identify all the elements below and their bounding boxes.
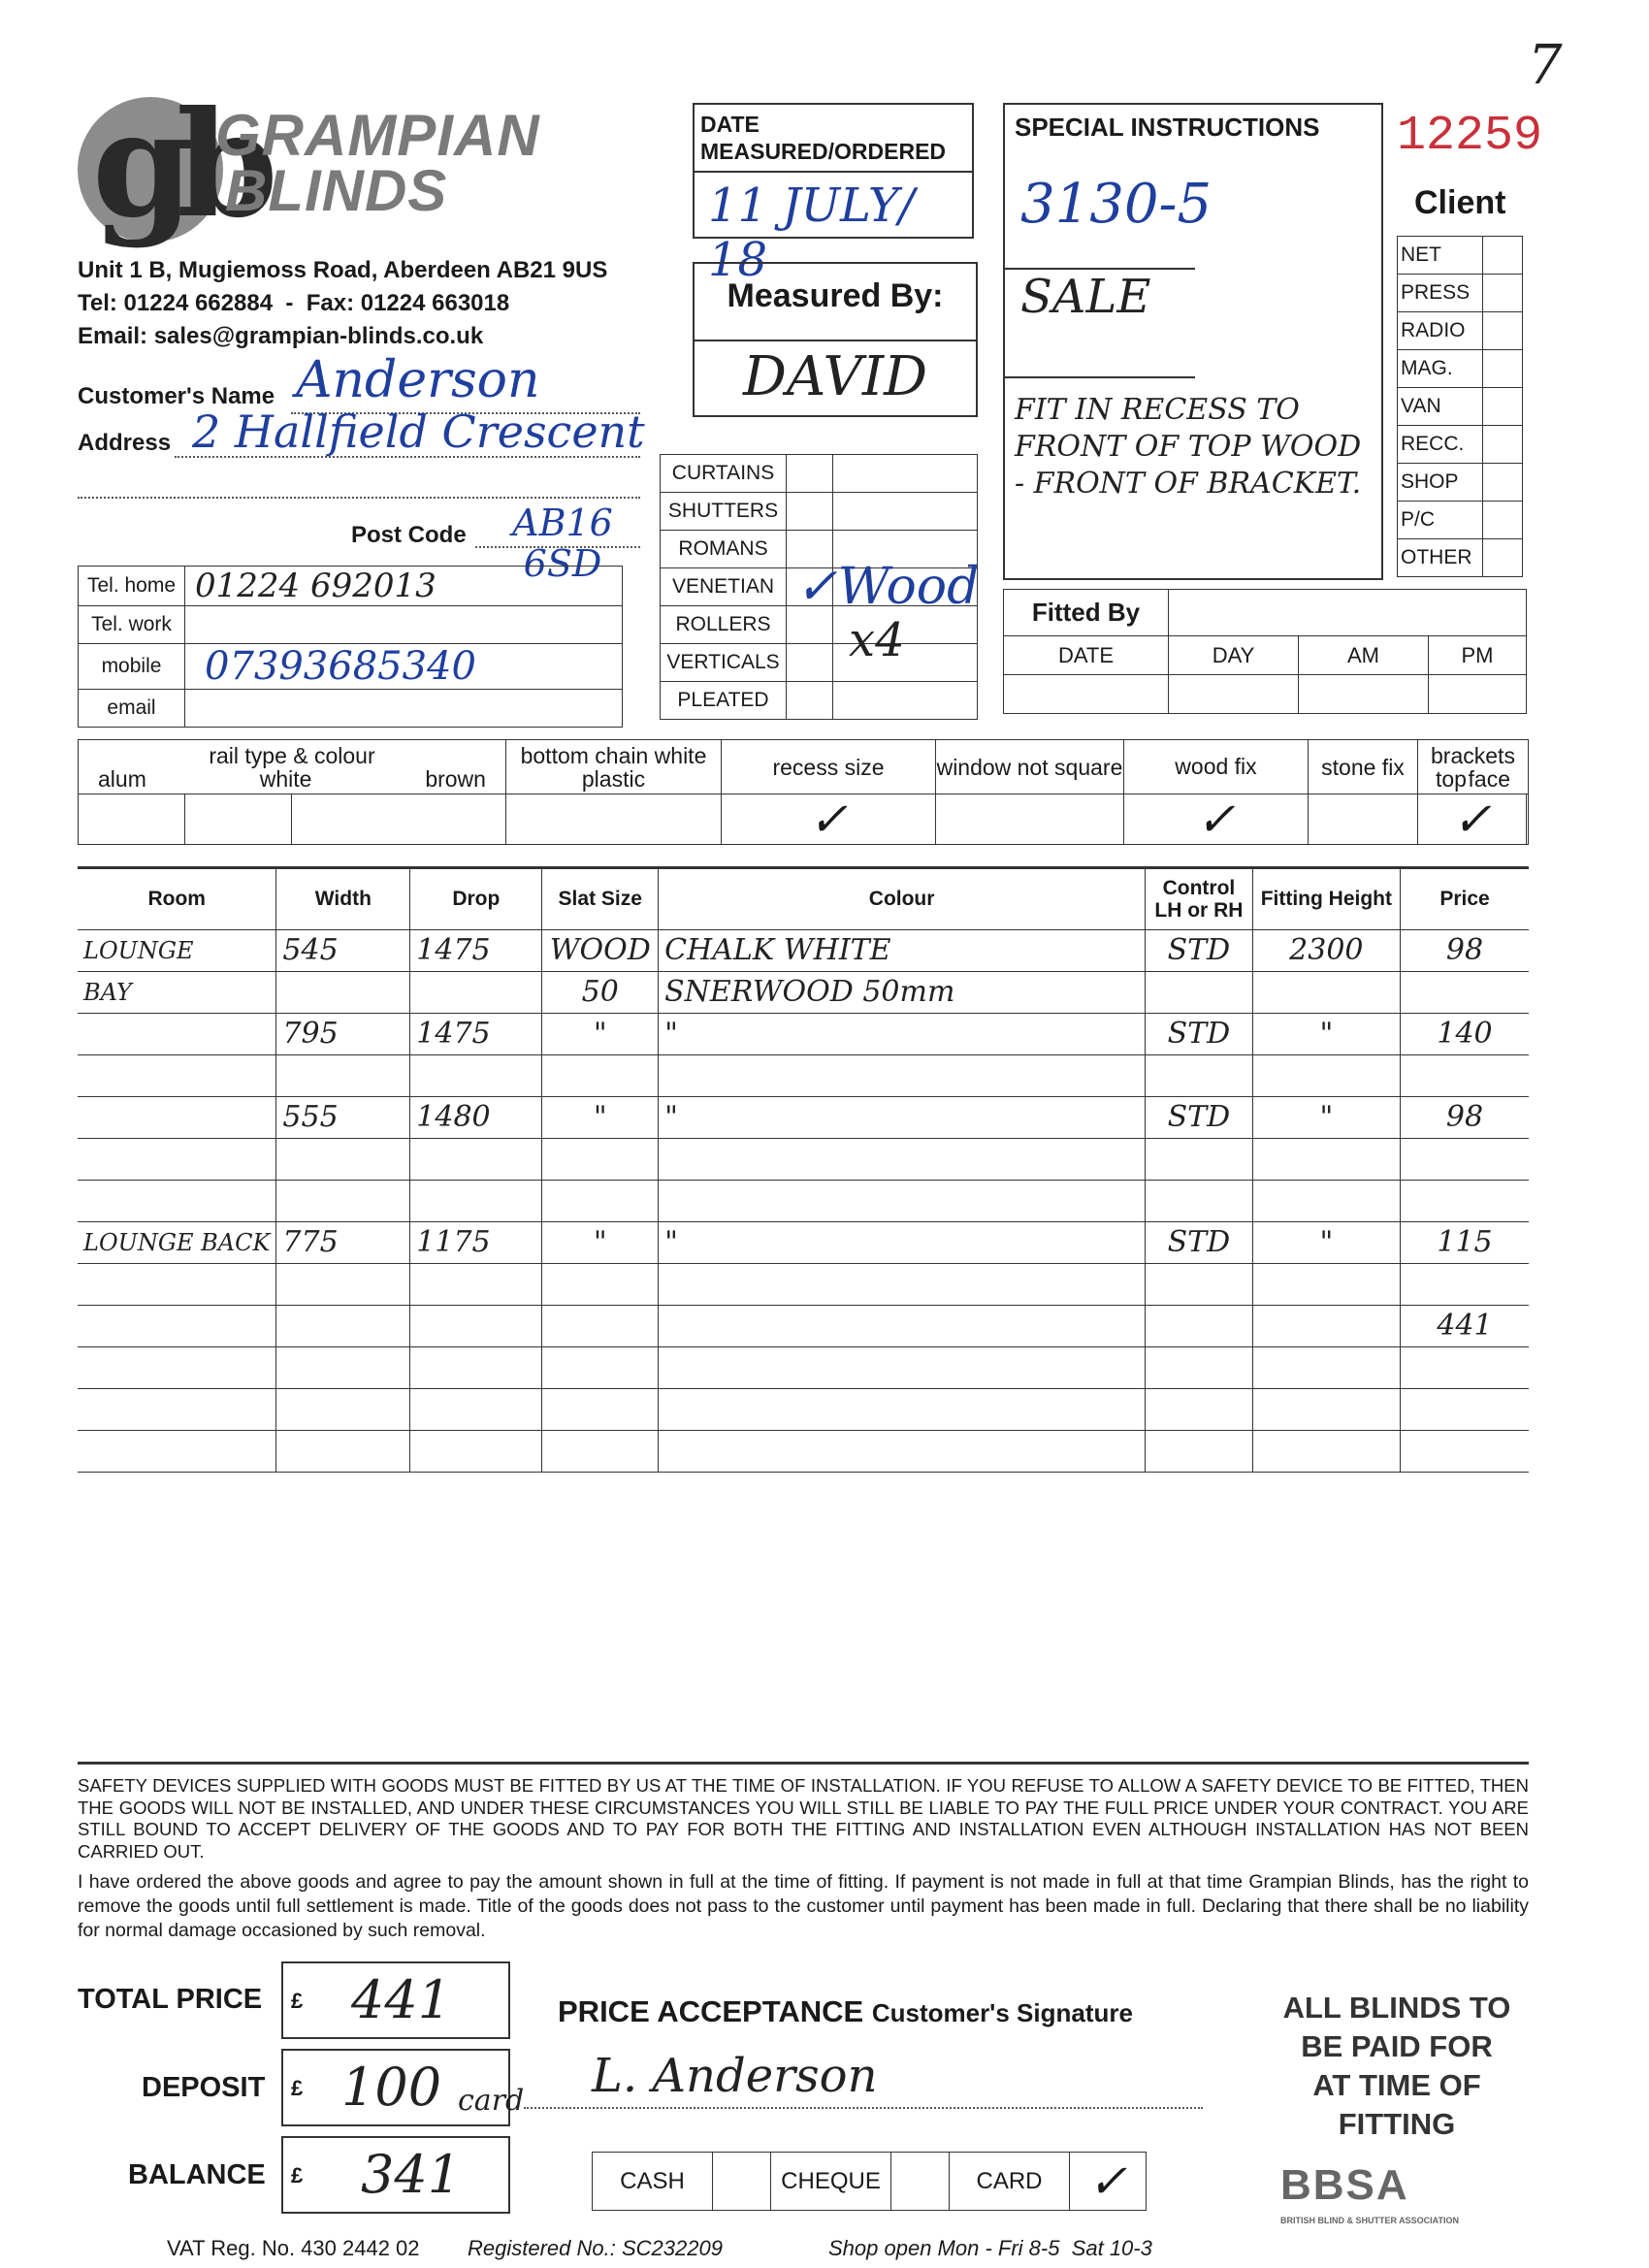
client-source: OTHER bbox=[1398, 539, 1483, 577]
currency-symbol: £ bbox=[291, 1989, 304, 2013]
cell-room[interactable]: BAY bbox=[78, 971, 276, 1013]
safety-terms: SAFETY DEVICES SUPPLIED WITH GOODS MUST BE FITTED BY US AT THE TIME OF INSTALLATION. IF YOU REFUSE TO ALLOW A SAFETY DEVICE TO BE FITTED, THEN THE GOODS WILL NOT BE INSTALLED, AND UNDER THESE CIRCUMSTANCES YOU WILL STILL BE LIABLE TO PAY THE FULL PRICE UNDER YOUR CONTRACT. YOU ARE STILL BOUND TO ACCEPT DELIVERY OF THE GOODS AND TO PAY FOR BOTH THE FITTING AND INSTALLATION EVEN ALTHOUGH INSTALLATION HAS NOT BEEN CARRIED OUT. bbox=[78, 1775, 1529, 1862]
option-brackets-label: brackets bbox=[1431, 742, 1515, 768]
cell-control[interactable] bbox=[1146, 1263, 1253, 1305]
cell-fitting-height[interactable] bbox=[1252, 1430, 1400, 1472]
cell-drop[interactable] bbox=[410, 1346, 542, 1388]
cell-width[interactable] bbox=[276, 1305, 410, 1346]
option-brown: brown bbox=[425, 765, 486, 792]
check-stone-fix[interactable] bbox=[1308, 794, 1417, 845]
cell-drop[interactable] bbox=[410, 1054, 542, 1096]
cell-price[interactable] bbox=[1401, 1138, 1529, 1180]
cell-colour[interactable] bbox=[659, 1346, 1146, 1388]
cell-drop[interactable]: 1475 bbox=[410, 1013, 542, 1054]
cell-control[interactable]: STD bbox=[1146, 1096, 1253, 1138]
client-source: VAN bbox=[1398, 388, 1483, 426]
customer-name-label: Customer's Name bbox=[78, 383, 275, 409]
col-width: Width bbox=[276, 869, 410, 929]
product-check[interactable] bbox=[787, 682, 833, 720]
col-colour: Colour bbox=[659, 869, 1146, 929]
cell-slat-size[interactable] bbox=[542, 1388, 659, 1430]
product-pleated: PLEATED bbox=[661, 682, 787, 720]
cell-slat-size[interactable] bbox=[542, 1346, 659, 1388]
client-source-table bbox=[1397, 236, 1523, 577]
table-row bbox=[78, 1430, 1529, 1472]
order-table bbox=[78, 869, 1529, 1473]
cell-colour[interactable]: CHALK WHITE bbox=[659, 929, 1146, 971]
logo-letters: gb bbox=[92, 80, 261, 250]
notice-line: BE PAID FOR bbox=[1301, 2029, 1493, 2063]
cell-room[interactable] bbox=[78, 1013, 276, 1054]
table-row bbox=[78, 1054, 1529, 1096]
table-row bbox=[78, 1096, 1529, 1138]
option-wood-fix: wood fix bbox=[1123, 740, 1308, 794]
client-check[interactable] bbox=[1483, 539, 1523, 577]
payment-cheque-label: CHEQUE bbox=[771, 2153, 891, 2211]
option-rail-label: rail type & colour bbox=[209, 742, 375, 768]
cell-fitting-height[interactable] bbox=[1252, 971, 1400, 1013]
cell-fitting-height[interactable] bbox=[1252, 1305, 1400, 1346]
cell-colour[interactable] bbox=[659, 1138, 1146, 1180]
cell-fitting-height[interactable] bbox=[1252, 1180, 1400, 1221]
cell-width[interactable] bbox=[276, 1430, 410, 1472]
phone-label: Tel. work bbox=[79, 606, 185, 644]
check-chain[interactable] bbox=[505, 794, 721, 845]
cell-room[interactable]: LOUNGE bbox=[78, 929, 276, 971]
phone-table bbox=[78, 566, 623, 728]
cell-price[interactable] bbox=[1401, 971, 1529, 1013]
postcode-value[interactable]: AB16 6SD bbox=[512, 502, 613, 585]
company-phones: Tel: 01224 662884 - Fax: 01224 663018 bbox=[78, 290, 510, 316]
client-check[interactable] bbox=[1483, 350, 1523, 388]
client-check[interactable] bbox=[1483, 237, 1523, 275]
cell-slat-size[interactable] bbox=[542, 1430, 659, 1472]
cell-drop[interactable] bbox=[410, 1180, 542, 1221]
cell-fitting-height[interactable]: " bbox=[1252, 1221, 1400, 1263]
balance-box bbox=[281, 2136, 510, 2214]
cell-colour[interactable] bbox=[659, 1430, 1146, 1472]
footer-hours: Shop open Mon - Fri 8-5 Sat 10-3 bbox=[828, 2236, 1152, 2260]
cell-fitting-height[interactable] bbox=[1252, 1138, 1400, 1180]
bbsa-logo bbox=[1280, 2161, 1409, 2210]
cell-control[interactable] bbox=[1146, 1346, 1253, 1388]
customer-address-value[interactable]: 2 Hallfield Crescent bbox=[192, 405, 645, 458]
cell-slat-size[interactable]: WOOD bbox=[542, 929, 659, 971]
cell-room[interactable] bbox=[78, 1096, 276, 1138]
cell-control[interactable] bbox=[1146, 1305, 1253, 1346]
cell-drop[interactable] bbox=[410, 1430, 542, 1472]
cell-drop[interactable]: 1480 bbox=[410, 1096, 542, 1138]
cell-slat-size[interactable] bbox=[542, 1180, 659, 1221]
acceptance-subtitle: Customer's Signature bbox=[871, 1998, 1133, 2027]
cell-width[interactable]: 555 bbox=[276, 1096, 410, 1138]
footer-registered: Registered No.: SC232209 bbox=[468, 2236, 723, 2260]
cell-slat-size[interactable]: " bbox=[542, 1221, 659, 1263]
cell-width[interactable] bbox=[276, 1138, 410, 1180]
option-bottom-chain: bottom chain white plastic bbox=[505, 740, 721, 794]
table-row bbox=[78, 1221, 1529, 1263]
cell-control[interactable] bbox=[1146, 1054, 1253, 1096]
cell-price[interactable] bbox=[1401, 1180, 1529, 1221]
options-table bbox=[78, 739, 1529, 845]
order-table-bottom-rule bbox=[78, 1762, 1529, 1765]
cell-control[interactable] bbox=[1146, 1388, 1253, 1430]
cell-colour[interactable] bbox=[659, 1180, 1146, 1221]
client-label: Client bbox=[1414, 184, 1506, 221]
client-source: RECC. bbox=[1398, 426, 1483, 464]
cell-fitting-height[interactable]: " bbox=[1252, 1096, 1400, 1138]
cell-slat-size[interactable] bbox=[542, 1305, 659, 1346]
col-room: Room bbox=[78, 869, 276, 929]
check-brown[interactable] bbox=[292, 794, 506, 845]
fitted-by-table bbox=[1003, 589, 1527, 714]
company-address: Unit 1 B, Mugiemoss Road, Aberdeen AB21 9US bbox=[78, 257, 608, 283]
acceptance-title bbox=[558, 1994, 1133, 2029]
total-box bbox=[281, 1961, 510, 2039]
total-value[interactable]: 441 bbox=[351, 1969, 452, 2030]
notice-line: AT TIME OF bbox=[1312, 2068, 1481, 2102]
cell-width[interactable]: 545 bbox=[276, 929, 410, 971]
table-row bbox=[78, 1388, 1529, 1430]
cell-room[interactable] bbox=[78, 1388, 276, 1430]
table-row bbox=[78, 971, 1529, 1013]
date-value[interactable]: 11 JULY/ 18 bbox=[708, 178, 915, 287]
cell-control[interactable]: STD bbox=[1146, 929, 1253, 971]
cell-room[interactable] bbox=[78, 1263, 276, 1305]
special-rule2 bbox=[1005, 376, 1195, 378]
signature-line bbox=[524, 2107, 1203, 2109]
fitted-day-value[interactable] bbox=[1169, 675, 1299, 714]
company-name-line1: GRAMPIAN bbox=[215, 103, 540, 168]
fitted-col-am: AM bbox=[1299, 636, 1429, 675]
cell-colour[interactable]: " bbox=[659, 1013, 1146, 1054]
cell-colour[interactable] bbox=[659, 1388, 1146, 1430]
cell-control[interactable] bbox=[1146, 1138, 1253, 1180]
company-logo bbox=[78, 80, 261, 250]
col-drop: Drop bbox=[410, 869, 542, 929]
acceptance-title-text: PRICE ACCEPTANCE bbox=[558, 1994, 864, 2028]
measured-divider bbox=[695, 340, 976, 341]
check-window[interactable] bbox=[935, 794, 1123, 845]
cell-colour[interactable]: " bbox=[659, 1221, 1146, 1263]
product-romans: ROMANS bbox=[661, 531, 787, 568]
cell-room[interactable] bbox=[78, 1054, 276, 1096]
cell-width[interactable] bbox=[276, 1263, 410, 1305]
cell-price[interactable]: 98 bbox=[1401, 929, 1529, 971]
col-slat-size: Slat Size bbox=[542, 869, 659, 929]
cell-slat-size[interactable] bbox=[542, 1263, 659, 1305]
product-venetian: VENETIAN bbox=[661, 568, 787, 606]
phone-home-value[interactable]: 01224 692013 bbox=[185, 567, 623, 606]
cell-drop[interactable] bbox=[410, 971, 542, 1013]
check-bracket-top[interactable]: ✓ bbox=[1417, 794, 1526, 845]
currency-symbol: £ bbox=[291, 2163, 304, 2187]
table-row bbox=[78, 1305, 1529, 1346]
option-white: white bbox=[259, 765, 312, 792]
product-check[interactable] bbox=[787, 455, 833, 493]
cell-room[interactable] bbox=[78, 1430, 276, 1472]
cell-room[interactable] bbox=[78, 1346, 276, 1388]
option-brackets bbox=[1417, 740, 1528, 794]
check-bracket-face[interactable] bbox=[1526, 794, 1528, 845]
cell-fitting-height[interactable]: 2300 bbox=[1252, 929, 1400, 971]
postcode-label: Post Code bbox=[351, 522, 467, 548]
check-recess[interactable]: ✓ bbox=[721, 794, 935, 845]
measured-by-value[interactable]: DAVID bbox=[742, 345, 927, 408]
client-check[interactable] bbox=[1483, 275, 1523, 312]
venetian-note: ✓Wood bbox=[795, 558, 980, 616]
company-email: Email: sales@grampian-blinds.co.uk bbox=[78, 323, 484, 349]
cell-colour[interactable] bbox=[659, 1305, 1146, 1346]
measured-by-box bbox=[693, 262, 978, 417]
cell-room[interactable]: LOUNGE BACK bbox=[78, 1221, 276, 1263]
cell-fitting-height[interactable] bbox=[1252, 1388, 1400, 1430]
cell-control[interactable]: STD bbox=[1146, 1013, 1253, 1054]
cell-fitting-height[interactable] bbox=[1252, 1054, 1400, 1096]
option-face: face bbox=[1468, 765, 1510, 792]
product-shutters: SHUTTERS bbox=[661, 493, 787, 531]
client-source: PRESS bbox=[1398, 275, 1483, 312]
balance-label: BALANCE bbox=[128, 2159, 266, 2190]
special-note[interactable]: FIT IN RECESS TO FRONT OF TOP WOOD - FRONT OF BRACKET. bbox=[1015, 393, 1362, 501]
deposit-label: DEPOSIT bbox=[142, 2072, 266, 2103]
date-divider bbox=[695, 171, 972, 173]
measured-by-label: Measured By: bbox=[727, 277, 944, 314]
cell-drop[interactable] bbox=[410, 1388, 542, 1430]
cell-colour[interactable] bbox=[659, 1263, 1146, 1305]
client-source: NET bbox=[1398, 237, 1483, 275]
fitted-date-value[interactable] bbox=[1004, 675, 1169, 714]
fitted-by-value[interactable] bbox=[1169, 590, 1527, 636]
cell-drop[interactable] bbox=[410, 1138, 542, 1180]
cell-width[interactable] bbox=[276, 971, 410, 1013]
customer-signature[interactable]: L. Anderson bbox=[592, 2049, 878, 2103]
cell-price[interactable] bbox=[1401, 1388, 1529, 1430]
balance-value[interactable]: 341 bbox=[361, 2144, 462, 2205]
cell-drop[interactable] bbox=[410, 1305, 542, 1346]
client-check[interactable] bbox=[1483, 426, 1523, 464]
special-label: SPECIAL INSTRUCTIONS bbox=[1015, 113, 1320, 142]
payment-cheque-check[interactable] bbox=[891, 2153, 950, 2211]
cell-width[interactable] bbox=[276, 1346, 410, 1388]
option-stone-fix: stone fix bbox=[1308, 740, 1417, 794]
table-row bbox=[78, 1138, 1529, 1180]
cell-slat-size[interactable] bbox=[542, 1138, 659, 1180]
fitted-by-label: Fitted By bbox=[1004, 590, 1169, 636]
phone-label: email bbox=[79, 690, 185, 728]
product-rollers: ROLLERS bbox=[661, 606, 787, 644]
table-row bbox=[78, 1013, 1529, 1054]
client-source: MAG. bbox=[1398, 350, 1483, 388]
cell-slat-size[interactable]: 50 bbox=[542, 971, 659, 1013]
fitted-col-date: DATE bbox=[1004, 636, 1169, 675]
date-label: DATE MEASURED/ORDERED bbox=[700, 112, 947, 164]
payment-cash-label: CASH bbox=[593, 2153, 713, 2211]
client-check[interactable] bbox=[1483, 312, 1523, 350]
fitted-am-value[interactable] bbox=[1299, 675, 1429, 714]
payment-table bbox=[592, 2152, 1147, 2211]
phone-work-value[interactable] bbox=[185, 606, 623, 644]
client-check[interactable] bbox=[1483, 464, 1523, 502]
product-check[interactable] bbox=[787, 644, 833, 682]
check-white[interactable] bbox=[185, 794, 292, 845]
cell-width[interactable] bbox=[276, 1054, 410, 1096]
check-alum[interactable] bbox=[79, 794, 185, 845]
company-name-line2: BLINDS bbox=[225, 158, 448, 223]
cell-colour[interactable]: " bbox=[659, 1096, 1146, 1138]
table-row bbox=[78, 929, 1529, 971]
total-label: TOTAL PRICE bbox=[78, 1984, 263, 2015]
cell-price[interactable] bbox=[1401, 1054, 1529, 1096]
customer-name-value[interactable]: Anderson bbox=[296, 351, 540, 409]
cell-room[interactable] bbox=[78, 1180, 276, 1221]
cell-drop[interactable]: 1175 bbox=[410, 1221, 542, 1263]
cell-price[interactable]: 140 bbox=[1401, 1013, 1529, 1054]
cell-fitting-height[interactable]: " bbox=[1252, 1013, 1400, 1054]
cell-slat-size[interactable]: " bbox=[542, 1096, 659, 1138]
cell-fitting-height[interactable] bbox=[1252, 1346, 1400, 1388]
product-check[interactable] bbox=[787, 493, 833, 531]
cell-price[interactable] bbox=[1401, 1430, 1529, 1472]
cell-price[interactable]: 98 bbox=[1401, 1096, 1529, 1138]
special-instructions-box bbox=[1003, 103, 1383, 580]
deposit-note: card bbox=[458, 2084, 525, 2118]
client-source: SHOP bbox=[1398, 464, 1483, 502]
payment-card-label: CARD bbox=[950, 2153, 1070, 2211]
phone-label: Tel. home bbox=[79, 567, 185, 606]
cell-price[interactable]: 441 bbox=[1401, 1305, 1529, 1346]
option-rail-type bbox=[79, 740, 506, 794]
notice-line: FITTING bbox=[1338, 2107, 1456, 2141]
option-alum: alum bbox=[98, 765, 146, 792]
table-row bbox=[78, 1346, 1529, 1388]
check-wood-fix[interactable]: ✓ bbox=[1123, 794, 1308, 845]
bbsa-logo-text: BBSA bbox=[1280, 2161, 1409, 2209]
bbsa-tagline: BRITISH BLIND & SHUTTER ASSOCIATION bbox=[1280, 2216, 1459, 2225]
cell-width[interactable]: 775 bbox=[276, 1221, 410, 1263]
cell-slat-size[interactable] bbox=[542, 1054, 659, 1096]
product-curtains: CURTAINS bbox=[661, 455, 787, 493]
cell-colour[interactable]: SNERWOOD 50mm bbox=[659, 971, 1146, 1013]
cell-room[interactable] bbox=[78, 1138, 276, 1180]
option-window: window not square bbox=[935, 740, 1123, 794]
fitted-col-day: DAY bbox=[1169, 636, 1299, 675]
cell-price[interactable]: 115 bbox=[1401, 1221, 1529, 1263]
payment-cash-check[interactable] bbox=[713, 2153, 771, 2211]
special-line2[interactable]: SALE bbox=[1020, 270, 1151, 324]
deposit-value[interactable]: 100 bbox=[341, 2057, 442, 2118]
table-row bbox=[78, 1180, 1529, 1221]
cell-drop[interactable]: 1475 bbox=[410, 929, 542, 971]
agreement-terms: I have ordered the above goods and agree to pay the amount shown in full at the time of fitting. If payment is not made in full at that time Grampian Blinds, has the right to remove the goods until full settlement is made. Title of the goods does not pass to the customer until payment has been made in full. Declaring that there shall be no liability for normal damage occasioned by such removal. bbox=[78, 1871, 1529, 1941]
special-line1[interactable]: 3130-5 bbox=[1020, 173, 1212, 236]
cell-width[interactable]: 795 bbox=[276, 1013, 410, 1054]
cell-control[interactable] bbox=[1146, 1180, 1253, 1221]
cell-fitting-height[interactable] bbox=[1252, 1263, 1400, 1305]
payment-card-check[interactable]: ✓ bbox=[1070, 2153, 1147, 2211]
cell-slat-size[interactable]: " bbox=[542, 1013, 659, 1054]
currency-symbol: £ bbox=[291, 2076, 304, 2100]
phone-label: mobile bbox=[79, 644, 185, 690]
cell-price[interactable] bbox=[1401, 1346, 1529, 1388]
cell-width[interactable] bbox=[276, 1180, 410, 1221]
cell-price[interactable] bbox=[1401, 1263, 1529, 1305]
product-verticals: VERTICALS bbox=[661, 644, 787, 682]
client-source: P/C bbox=[1398, 502, 1483, 539]
customer-address-line2 bbox=[78, 497, 640, 499]
customer-address-label: Address bbox=[78, 430, 172, 456]
col-control: Control LH or RH bbox=[1146, 869, 1253, 929]
fitted-col-pm: PM bbox=[1429, 636, 1527, 675]
cell-drop[interactable] bbox=[410, 1263, 542, 1305]
date-box bbox=[693, 103, 974, 287]
table-row bbox=[78, 1263, 1529, 1305]
cell-control[interactable]: STD bbox=[1146, 1221, 1253, 1263]
cell-room[interactable] bbox=[78, 1305, 276, 1346]
client-check[interactable] bbox=[1483, 502, 1523, 539]
phone-email-value[interactable] bbox=[185, 690, 623, 728]
footer-vat: VAT Reg. No. 430 2442 02 bbox=[167, 2236, 420, 2260]
fitted-pm-value[interactable] bbox=[1429, 675, 1527, 714]
cell-control[interactable] bbox=[1146, 971, 1253, 1013]
payment-notice bbox=[1251, 1989, 1542, 2144]
col-fitting-height: Fitting Height bbox=[1252, 869, 1400, 929]
notice-line: ALL BLINDS TO bbox=[1282, 1991, 1511, 2025]
cell-control[interactable] bbox=[1146, 1430, 1253, 1472]
cell-colour[interactable] bbox=[659, 1054, 1146, 1096]
page-number: 7 bbox=[1528, 34, 1563, 97]
client-source: RADIO bbox=[1398, 312, 1483, 350]
cell-width[interactable] bbox=[276, 1388, 410, 1430]
qty-note: x4 bbox=[849, 613, 905, 667]
client-check[interactable] bbox=[1483, 388, 1523, 426]
phone-mobile-value[interactable]: 07393685340 bbox=[185, 644, 623, 690]
option-top: top bbox=[1435, 765, 1467, 792]
order-body bbox=[78, 929, 1529, 1472]
col-price: Price bbox=[1401, 869, 1529, 929]
form-number: 12259 bbox=[1397, 109, 1543, 164]
option-recess: recess size bbox=[721, 740, 935, 794]
